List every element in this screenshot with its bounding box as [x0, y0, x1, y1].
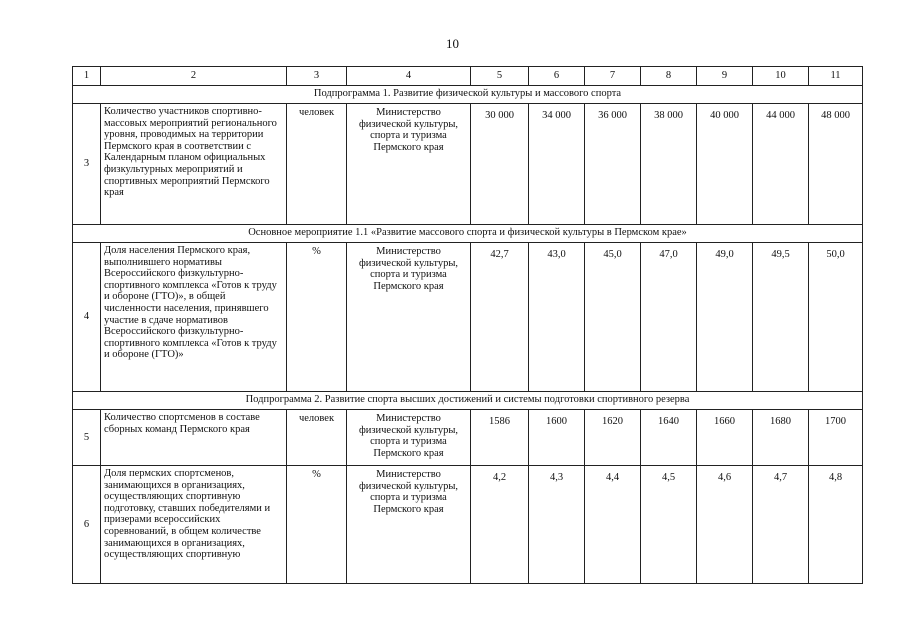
- row-number: 6: [73, 466, 101, 584]
- value-cell: 40 000: [697, 104, 753, 225]
- section-title: Подпрограмма 2. Развитие спорта высших достижений и системы подготовки спортивного резерва: [73, 392, 863, 410]
- responsible-cell: Министерство физической культуры, спорта и туризма Пермского края: [347, 104, 471, 225]
- value-cell: 44 000: [753, 104, 809, 225]
- unit-cell: человек: [287, 104, 347, 225]
- value-cell: 49,0: [697, 243, 753, 392]
- row-number: 4: [73, 243, 101, 392]
- value-cell: 30 000: [471, 104, 529, 225]
- value-cell: 4,5: [641, 466, 697, 584]
- row-number: 5: [73, 410, 101, 466]
- section-row: [73, 392, 863, 410]
- table-row: [73, 104, 863, 225]
- value-cell: 1660: [697, 410, 753, 466]
- value-cell: 36 000: [585, 104, 641, 225]
- indicator-description: Количество спортсменов в составе сборных команд Пермского края: [101, 410, 287, 466]
- value-cell: 1640: [641, 410, 697, 466]
- value-cell: 4,3: [529, 466, 585, 584]
- header-cell: 4: [347, 67, 471, 86]
- section-row: [73, 225, 863, 243]
- indicator-description: Количество участников спортивно-массовых мероприятий регионального уровня, проводимых на территории Пермского края в соответствии с Календарным планом официальных физкультурных мероприятий и спортивных мероприятий Пермского края: [101, 104, 287, 225]
- unit-cell: %: [287, 466, 347, 584]
- responsible-cell: Министерство физической культуры, спорта и туризма Пермского края: [347, 243, 471, 392]
- header-cell: 9: [697, 67, 753, 86]
- header-cell: 5: [471, 67, 529, 86]
- unit-cell: %: [287, 243, 347, 392]
- value-cell: 45,0: [585, 243, 641, 392]
- header-cell: 3: [287, 67, 347, 86]
- value-cell: 4,7: [753, 466, 809, 584]
- table-row: [73, 410, 863, 466]
- value-cell: 1600: [529, 410, 585, 466]
- header-cell: 2: [101, 67, 287, 86]
- value-cell: 48 000: [809, 104, 863, 225]
- value-cell: 49,5: [753, 243, 809, 392]
- value-cell: 4,2: [471, 466, 529, 584]
- section-title: Основное мероприятие 1.1 «Развитие массового спорта и физической культуры в Пермском крае»: [73, 225, 863, 243]
- indicator-description: Доля населения Пермского края, выполнившего нормативы Всероссийского физкультурно-спортивного комплекса «Готов к труду и обороне (ГТО)», в общей численности населения, принявшего участие в сдаче нормативов Всероссийского физкультурно-спортивного комплекса «Готов к труду и обороне (ГТО)»: [101, 243, 287, 392]
- table-row: [73, 243, 863, 392]
- page-number: 10: [446, 36, 459, 51]
- indicators-table: [72, 66, 863, 584]
- value-cell: 1586: [471, 410, 529, 466]
- value-cell: 42,7: [471, 243, 529, 392]
- value-cell: 38 000: [641, 104, 697, 225]
- header-row: [73, 67, 863, 86]
- responsible-cell: Министерство физической культуры, спорта и туризма Пермского края: [347, 410, 471, 466]
- value-cell: 4,6: [697, 466, 753, 584]
- value-cell: 1700: [809, 410, 863, 466]
- value-cell: 4,8: [809, 466, 863, 584]
- header-cell: 10: [753, 67, 809, 86]
- value-cell: 43,0: [529, 243, 585, 392]
- header-cell: 7: [585, 67, 641, 86]
- value-cell: 47,0: [641, 243, 697, 392]
- value-cell: 50,0: [809, 243, 863, 392]
- value-cell: 4,4: [585, 466, 641, 584]
- table-row: [73, 466, 863, 584]
- value-cell: 34 000: [529, 104, 585, 225]
- section-title: Подпрограмма 1. Развитие физической культуры и массового спорта: [73, 86, 863, 104]
- header-cell: 1: [73, 67, 101, 86]
- header-cell: 6: [529, 67, 585, 86]
- value-cell: 1620: [585, 410, 641, 466]
- header-cell: 11: [809, 67, 863, 86]
- indicator-description: Доля пермских спортсменов, занимающихся в организациях, осуществляющих спортивную подготовку, ставших победителями и призерами всероссийских соревнований, в общем количестве занимающихся в организациях, осуществляющих спортивную: [101, 466, 287, 584]
- row-number: 3: [73, 104, 101, 225]
- value-cell: 1680: [753, 410, 809, 466]
- section-row: [73, 86, 863, 104]
- responsible-cell: Министерство физической культуры, спорта и туризма Пермского края: [347, 466, 471, 584]
- unit-cell: человек: [287, 410, 347, 466]
- header-cell: 8: [641, 67, 697, 86]
